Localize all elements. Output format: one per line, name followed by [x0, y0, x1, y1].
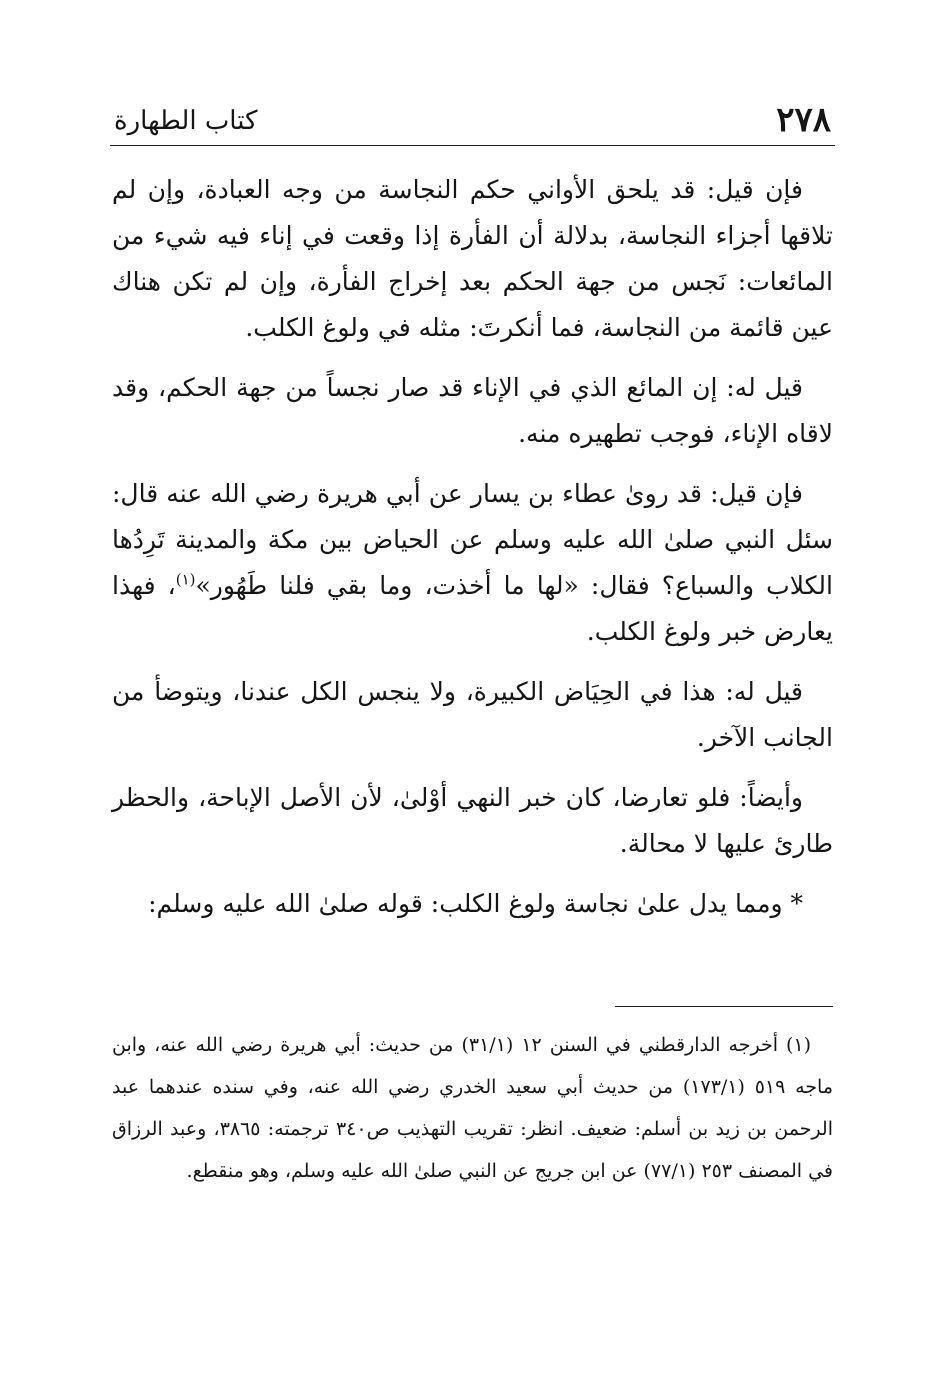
paragraph: فإن قيل: قد يلحق الأواني حكم النجاسة من وجه العبادة، وإن لم تلاقها أجزاء النجاسة، بدلالة أن الفأرة إذا وقعت في إناء فيه شيء من المائعات: نَجس من جهة الحكم بعد إخراج الفأرة، وإن لم تكن هناك عين قائمة من النجاسة، فما أنكرتَ: مثله في ولوغ الكلب. — [112, 175, 833, 342]
footnotes — [112, 1024, 833, 1192]
footnote: (١) أخرجه الدارقطني في السنن ١٢ (٣١/١) من حديث: أبي هريرة رضي الله عنه، وابن ماجه ٥١٩ (١٧٣/١) من حديث أبي سعيد الخدري رضي الله عنه، وفي سنده عندهما عبد الرحمن بن زيد بن أسلم: ضعيف. انظر: تقريب التهذيب ص٣٤٠ ترجمته: ٣٨٦٥، وعبد الرزاق في المصنف ٢٥٣ (٧٧/١) عن ابن جريج عن النبي صلىٰ الله عليه وسلم، وهو منقطع. — [112, 1034, 834, 1182]
page-number: ٢٧٨ — [776, 100, 831, 140]
footnote-separator — [615, 1006, 833, 1007]
paragraph-text: ، فهذا يعارض خبر ولوغ الكلب. — [112, 571, 833, 646]
paragraph: قيل له: هذا في الحِيَاض الكبيرة، ولا ينجس الكل عندنا، ويتوضأ من الجانب الآخر. — [112, 677, 833, 752]
paragraph: * ومما يدل علىٰ نجاسة ولوغ الكلب: قوله صلىٰ الله عليه وسلم: — [148, 889, 803, 918]
paragraph: وأيضاً: فلو تعارضا، كان خبر النهي أوْلىٰ، لأن الأصل الإباحة، والحظر طارئ عليها لا محالة. — [112, 783, 833, 858]
page-header — [110, 90, 835, 146]
main-text — [112, 167, 833, 941]
paragraph: قيل له: إن المائع الذي في الإناء قد صار نجساً من جهة الحكم، وقد لاقاه الإناء، فوجب تطهيره منه. — [112, 373, 833, 448]
footnote-reference: (١) — [175, 570, 196, 589]
paragraph-text: فإن قيل: قد روىٰ عطاء بن يسار عن أبي هريرة رضي الله عنه قال: سئل النبي صلىٰ الله عليه وسلم عن الحياض بين مكة والمدينة تَرِدُها الكلاب والسباع؟ فقال: «لها ما أخذت، وما بقي فلنا طَهُور» — [112, 479, 833, 600]
paragraph — [112, 471, 833, 655]
running-title: كتاب الطهارة — [114, 106, 258, 136]
